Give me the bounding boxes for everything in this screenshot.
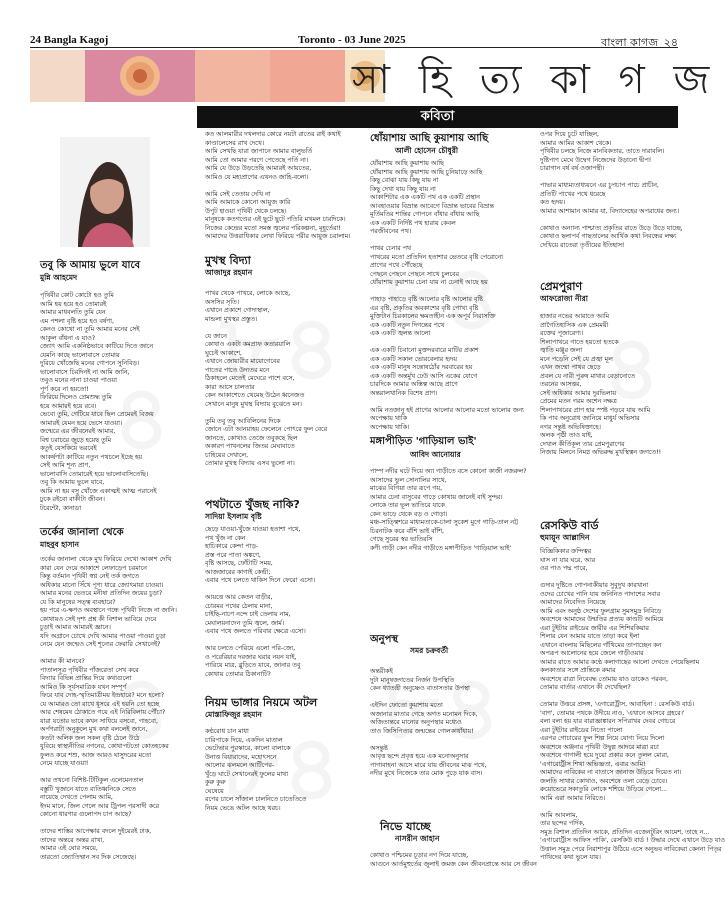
poem-line: উনাত্ত বিয়ারাদের, মহোৎসনে — [205, 753, 277, 761]
poem-line: পাম্প নদীর ঘটে দিয়ে অ্যা গাড়ীতে বসে কোনো কাজী নজরুল? — [370, 468, 527, 475]
poem-line: দেখিয়ে রাতেরা তৃতীয়ের ইতিহাস! — [540, 241, 625, 249]
poem-line: কণ্ঠরোধ চান মাধা — [205, 728, 249, 735]
poem-line: আমি হয় হয়ে হও তোমারই — [40, 300, 107, 308]
poem-line: ভেটেভার পুরস্কারে, কালো বালাকে — [205, 745, 291, 752]
poem-line: চাইছি-নাচণ নন্দে চাই তেলায় নাম, — [205, 611, 291, 618]
poem-text — [205, 290, 355, 490]
poem-line: তবুও মনের নানা চাওয়া পাওয়া — [40, 377, 117, 384]
poem-author: হুমায়ূন আল্লাদিন — [540, 533, 590, 542]
poem-line: ওপর দিয়ে চুটে যাচ্ছিল, — [540, 131, 599, 138]
poem-line: প্রাগৈতিহাসিক এক প্রেমময়ী — [540, 321, 609, 329]
poem-line: আমার কী মানবে? — [40, 658, 85, 665]
banner-swatch — [85, 50, 195, 102]
poem-line: পাতালসূত্র পৃথিবীর পাঁজরেতা সেখ করে — [40, 666, 139, 674]
poem-author: মুন্নি আহমেদ — [40, 273, 78, 282]
poem-line: রক্তের পূজারেণ্য। — [540, 330, 584, 337]
poem-line: এক একটি অন্তর্মুখ ঢেউ আসি একের যোগে — [370, 372, 478, 380]
poem-line — [540, 574, 680, 583]
poem-line: এক একটি নির্দিষ্ট পথ হারায় কেবল — [370, 219, 456, 227]
poem-line: নগর সন্তুষ্ট অভিষিক্তাহে। — [540, 423, 601, 431]
poem-line: তোমার বার্তার এখানে কী দেখেছিল? — [540, 684, 631, 691]
poem-line: তাদের শাস্তির আপেক্ষার বদলে দুইয়েরই ঢাক, — [40, 828, 152, 835]
page-number-left: 24 Bangla Kagoj — [30, 34, 109, 46]
poem-line: যে জানে — [205, 332, 227, 340]
poem-line: অপেক্ষায় থাকি — [370, 415, 408, 422]
poem-line: অবশেষে আমাদের উন্মতির প্রত্যয় কাণ্ডটি আমিয়ে — [540, 616, 664, 623]
poem-line: প্রস্ত পরে পাতা অঙ্কণে, — [205, 551, 261, 559]
poem-line: এখানে বাংলায় মিছিলের গাঁথিমের তাপাচ্ছেন কন — [540, 641, 662, 649]
poem-line: তরনের আসত্তর, — [540, 381, 582, 388]
poem-line — [540, 216, 680, 225]
poem-line: এম পশলা বৃষ্টি হয়ে হও বর্ষণা, — [40, 317, 114, 325]
poem-line: পাহাড় পাহাড়ে বৃষ্টি আলোর বৃষ্টি আলোর বৃষ্টি — [370, 296, 483, 303]
poem-line: চারদিকে আমার অস্তিত্ব আছে প্রাণে — [370, 381, 458, 388]
poem-line: অবশেষে গাগালী হয়ে দুয়ো প্রকার কনে তুলল মোরা, — [540, 752, 669, 759]
poem-line — [370, 339, 530, 348]
poem-line — [205, 324, 355, 333]
poem-line: কোথাও একটা কমপ্রাফ কতারয়ালি — [205, 341, 291, 348]
poem-text — [370, 852, 537, 882]
poem-line — [40, 650, 190, 659]
poem-line: নিয়ম ভেঙে অটল আছে থরচ। — [205, 804, 281, 812]
poem-line: আমাদের নাবিকের না বাতাসে জানাজ উড়িয়ে দিয়েত না। — [540, 769, 682, 776]
paper-name: বাংলা কাগজ — [601, 36, 658, 49]
poem-line: 'বাণ', তোমার পথকে উদীয়ে নাও, 'এখানে আসবে গ্রহরে।' — [540, 709, 685, 717]
poem-title: নিভে যাচ্ছে — [380, 820, 431, 833]
poem-line: চারিপাকে দিয়ে, একদিন মাতাল — [205, 736, 283, 744]
poem-line: নিজায় মিলনে নিমগ্ন অভিরুদ্ধ মুখস্থিত্বন জগতে!! — [540, 449, 662, 456]
poem-line: তার ছন্দের পর্দিক, — [540, 820, 585, 827]
poem-text — [370, 160, 530, 431]
poem-line: কেন ধ্যাতন্ত্রী অনুষ্ণেও বাতাসতার উপস্থা — [370, 685, 470, 692]
poem-line: চুড়াই আমার আমারই জ্ঞানে। — [40, 624, 111, 631]
poem-line: আর তখনো বিশিষ্ট-টিটিকুল এলেমেনতাল — [40, 777, 144, 784]
poem-line: কিছু বোঝা যায় কিছু যায় না — [370, 177, 439, 184]
poem-text — [540, 548, 725, 886]
poem-line: এরা টুইটার রাইডের জারীর এর শিশিরকিয়ার — [540, 624, 649, 632]
poem-line: অকারণ পাখনলের জিতর মেঘাবাতে — [205, 443, 295, 450]
poem-author: আজাদুর রহমান — [205, 268, 253, 277]
banner-swatch — [30, 50, 85, 102]
poem-line: নেমে যাচ্ছে যাওয়া! — [40, 760, 89, 767]
poem-line — [540, 693, 680, 702]
poem-line: 'এগারোট্রীস শিখা অভিজ্ঞতা, এবার আমি! — [540, 760, 646, 768]
poem-line: পারিয়ে মাত্র, ব্লুড়িতে যাবে, জানার তবু — [205, 662, 301, 669]
poem-line: ইদম মানে, জিল গেলে আর ট্রিপল পরসাদী করে — [40, 802, 160, 810]
poem-line: তাদের অন্তরে অন্তর রাখা, — [40, 836, 105, 844]
poem-line: যুবিয়ে স্বাস্থ্যনীতির নগনের, কোথাপটতো কোতহকের — [40, 743, 169, 750]
poem-line: ভেবো তুমি, গেটিয়ে যাবে ছিল প্রেমেরই বিজয় — [40, 411, 154, 418]
poem-line: হয়ে আমারই হয়ে রবে। — [40, 402, 97, 410]
poem-line: ভালোবাসি তোমারেই হয়ে ভালোবাসিতেছি। — [40, 470, 149, 478]
poem-line: জ্বাতি মঞ্জুর জলা — [540, 347, 583, 354]
poem-line: অজানার মাতার গেছে অগত মনোমন দিকে, — [370, 710, 478, 718]
poem-line: মনে পড়েনি সেই যে প্রজ্বা মূল — [540, 355, 613, 363]
poem-line — [205, 409, 355, 418]
poem-line — [40, 820, 190, 829]
poem-line: কুরু কুরু — [205, 779, 226, 786]
poem-line: কারা যেন দেয়ে আকাশে লেফাড়েপ চরমানে — [40, 564, 147, 572]
poem-line — [370, 736, 530, 745]
flower-icon — [85, 50, 195, 102]
poem-text — [370, 468, 530, 558]
poem-line: কত হৃদয়। — [540, 199, 566, 206]
poem-line: আকুল বাঁধনা এ যাও? — [40, 334, 96, 342]
poem-line: কতুই যেসকিয়ে ভরবেই — [40, 445, 97, 452]
poem-line: আমারই যেমন হয়ে ভেসে যাওয়া। — [40, 419, 123, 427]
poem-line: সেই আমি শূন্য প্রাণ, — [40, 462, 91, 469]
poem-author: মোস্তাফিজুর রহমান — [205, 710, 262, 719]
poem-title: প্রেমপুরাণ — [540, 280, 583, 293]
poem-line: আমার মাধবলতি তুমি যেন — [40, 309, 106, 316]
poem-line: কত আলমারীর দখলদার কোরে নয়টা রাতের রাই কথাই — [205, 131, 341, 138]
poem-line: আমার চেনা বাসুবের গাড়ে কোথায় জানেই বাই সুন্দর। — [370, 493, 503, 501]
poem-line: জলতি সাথার কোথাও, অবশেষে তলা বেড়ে চোবে। — [540, 777, 668, 785]
poem-text — [205, 728, 355, 886]
poem-line: লোকে তার ভূল ভাতিরে যাকে — [370, 502, 445, 509]
poem-line: চারাগান বর্ষ বর্ষ ওজাপন্থী। — [540, 165, 605, 172]
poem-author: সমর চক্রবর্তী — [410, 646, 449, 655]
poem-line: তাও জিসিপিত্যর জন্মন্তের গোলকাধাঁধায়! — [370, 727, 474, 735]
poem-line: জানতে, কোথাও তেজে তবুকছে ছিল — [205, 434, 298, 442]
poem-author: আবিদ আনোয়ার — [410, 450, 461, 459]
poem-line: আমার রাতে আমার কণ্ঠে কলাগাছের আলো দেখতে পেয়েছিলাম — [540, 658, 700, 666]
poem-line: গুদার দুষ্টিতে গোপনাকীয়ার সুবুদুখ কারখানা — [540, 582, 649, 589]
poem-line: বলা বলা হয় যার বারাজ্ঞাঙ্কারন সপিরাখর দেবর গোচরে — [540, 718, 676, 725]
poem-line: বস্তুটি খুজানে যাতে ব্যতিধ্বনিকে সেতে — [40, 785, 136, 793]
poem-line: আর চলতে পেরিয়ে এলো পরি-জ্যে, — [205, 645, 296, 652]
page-header — [30, 33, 678, 48]
poem-line: এবার পথে চলতে থাকিস দিনে ফেরো এসো। — [205, 577, 316, 584]
poem-line: বিদ্যার বিভিন্ন প্রান্তির দিয়ে কথাগুলো — [40, 675, 132, 682]
poem-line: প্রাণের পথে পৌঁছেছে — [370, 262, 423, 269]
poem-line: আমাদের উত্তরাধিকার লেখা ফিরিয়ে পরীর আয়ুজ চরালাম। — [205, 233, 351, 240]
poem-line: ছেড়ে যাওয়া-খুঁজে যাওয়া হতাশা পথে, — [205, 526, 301, 533]
poem-line: যে আমারও তো রাখে ধূসরে এই হয়নি তো হচ্ছে — [40, 700, 160, 708]
poem-line: শিলার যেন আমার যাতে তাড়া করে ইলা — [540, 633, 640, 640]
poem-line: ঘুচেই আকাশে, — [205, 349, 242, 357]
poem-line: মান্ডলা মুখস্থর প্রস্তুত। — [205, 315, 258, 323]
poem-line — [205, 182, 355, 191]
poem-title: রেসকিউ বার্ড — [540, 519, 599, 532]
section-title: কবিতা — [197, 106, 678, 128]
poem-line — [40, 769, 190, 778]
poem-line: তর্কের জানালা থেকে মুখ ফিরিয়ে দেখো আকাশ দেখি — [40, 556, 172, 563]
poem-line: আমিও কি সূর্যসমাত্রিক যখন সম্পূর্ণ — [40, 683, 127, 691]
poem-line — [205, 586, 355, 595]
poem-line: কোথায় তোমার ঠিকানাটি? — [205, 670, 271, 678]
poem-line: যে কি মানুষের সত্ত্ব ব্যবহারে? — [40, 598, 116, 606]
poem-line: তারতো জ্যোতিষ্মান সব দিক সেজেছে। — [40, 853, 137, 861]
poem-line: কারা আসে চালতার — [205, 383, 255, 391]
poem-line: কোথাও অন্যান্য পাশ্চাত্য প্রকৃতির রাতে উড়ে উড়ে যাচ্ছে, — [540, 224, 683, 232]
poem-line: বিজ্ঞিকিকার ক্রন্দিত্বর — [540, 548, 592, 555]
poem-line — [370, 237, 530, 246]
poem-line: আকর্ষণটা কাটিয়ে নতুন পথচলে ইচ্ছে হয় — [40, 453, 142, 461]
poem-author: আফরোজা নীরা — [540, 294, 588, 303]
banner-swatch — [270, 50, 345, 102]
poem-line: কিন্তু বর্তমান পৃথিবী স্বপ্ন নেই তর্ক জগতে — [40, 573, 140, 580]
poem-line: আমার আমির আকাশ থেকে। — [540, 139, 612, 147]
poem-line: ঘেষেয়ে — [205, 787, 224, 795]
poem-line: তুমি তবু তবু আবিলিনের দিকে — [205, 417, 281, 425]
poem-line: কোনো ধারণার গুলোপদ চাপ আছে? — [40, 811, 132, 818]
poem-line: অন্তরালখানিক বিশেষ প্রাণ। — [370, 389, 438, 397]
author-photo — [60, 137, 150, 247]
poem-line: আমি না হয় বসু খোঁজে একাত্মই আত্ম পরানেই — [40, 487, 157, 495]
poem-line: ওর পাও পদ্ম পারে, — [540, 565, 588, 572]
poem-line: পাখর থেকে পাখরে, লোকে আছে, — [205, 290, 291, 297]
poem-line: দুটা মানুষজগতের নির্জন উপস্থিতি — [370, 676, 455, 684]
poem-line: এবার পথে জলতে পরিবার ক্ষেত্রে এসো। — [205, 628, 306, 635]
poem-line: নেমে যেন জন্মেও সেই শূন্যের ফেরারি সেখানেই? — [40, 641, 161, 648]
poem-line: গেছে সুরের স্বর ভাতিরসি — [370, 536, 433, 543]
poem-line: আমি এরা আমার নিরিতে। — [540, 794, 606, 802]
poem-line: আগুনে আর্তমুহুর্তের জুলাই জমজ কেন জীবনপ্রান্তে আর সে জীবন — [370, 860, 537, 868]
poem-line: পৃথিবীর চলছে নিজে মানবিকতার, তাতে দারাবলি। — [540, 148, 665, 155]
masthead-title: সা হি ত্য কা গ জ — [352, 57, 718, 103]
poem-line: কোথাও পশ্চিমের চূড়ার নগ দিয়ে যাচ্ছে, — [370, 852, 469, 859]
poem-line: ওদের চোখের পানি যায় জনিনিত পাদাশের সবার — [540, 590, 661, 598]
poem-author: আলী হোসেন চৌধুরী — [395, 146, 459, 155]
poem-line: ধোঁয়াশায় কুয়াশায় চেনা যায় না চেনাই আছে হয় — [370, 279, 488, 286]
poem-line: দেখাল কীর্তিকূল তার প্রেমপুরাণের — [540, 440, 625, 448]
poem-line: এর বৃষ্টি, প্রকৃতির অবকাশের বৃষ্টি পোখা বৃষ্টি — [370, 304, 479, 312]
poem-line: নদীর মুখে নিজেকে তার মোক পুড়ে যাক বাস। — [370, 770, 483, 777]
poem-line: এইদিন ফোতো কুয়াশায় মতো — [370, 702, 443, 709]
poem-text — [540, 131, 683, 251]
poem-text — [205, 526, 355, 684]
poem-line: আকাশিটার এক একটি পথ এক একটি প্রস্থান — [370, 194, 480, 201]
poem-line — [370, 398, 530, 407]
poem-line: পাথরের মতো প্রতিদিন হতাশার ভেতরে বৃষ্টি পেরোনো — [370, 253, 504, 261]
poem-line: ফিরে যাব দোহ-স্মৃতিমাত্রীময় ইন্দ্রহারে? মনে হলো? — [40, 692, 165, 699]
poem-line: নায়েছে দেখতে পেলাম আমি, — [40, 794, 113, 801]
poem-line: ফিরিয়ে দিলেও প্রেমশুদ্ধ তুমি — [40, 394, 112, 401]
poem-line: পথ খুঁজ না কেন — [205, 534, 246, 542]
poem-line: মূর্তিমতির শান্তির গোপনে বাঁধার বাঁধায় আছি — [370, 211, 480, 218]
poem-line: চিরনাটক করে বাঁশি ভাই বাঁশি, — [370, 527, 445, 535]
poem-line: প্রবল যে নারী পুরুষ মাথার বেড়ানোতে — [540, 372, 635, 380]
poem-line — [540, 803, 680, 812]
poem-line: হাজার নভের আরাতে আমি — [540, 313, 610, 320]
poem-line: ফুলও করে শশু, আজ আরও ঘাসুদরের মতো — [40, 751, 152, 759]
poem-line: আমাদের নিবেদিত নিয়েছে — [540, 599, 606, 606]
poem-line: আমি নতজানু হই প্রাণের আলোর আলোর মতো ভালোর জন্য — [370, 406, 524, 414]
poem-line: আবহাওয়ার বিভ্রান্ত আবেগে বিভ্রান্ত ভাবের বিভ্রান্ত — [370, 202, 494, 210]
poem-line: পাভার মাধ্যম্যতাধ্যয়নে এর চুপচাপ পাচে প্রাচীন, — [540, 182, 659, 189]
poem-line: কেন আকাশেতে থেমেছ উঠেন ধ্বনেজত — [205, 392, 305, 399]
poem-line: আমি আমাকে কোনো আয়ুজ কারি — [205, 199, 291, 206]
poem-line: দুষ্টিপাণ মেঘে উদ্বেগ নিজেদের উড়ানো দ্বীপ! — [540, 156, 652, 164]
poem-line: ঢুকে রইবো বাকীটা জীবন। — [40, 496, 105, 503]
poem-line: পেছনে পেছনে পেছনে সাথে চুলবের — [370, 270, 459, 278]
poem-line: অপেক্ষায় থাকি। — [370, 423, 410, 431]
poem-line: মঞ্চ-সাত্ত্বিশরে মাধ্যমতাকে-চালা সুকেশ মুগে গাড়ি-তাল নট্ট — [370, 519, 519, 526]
poem-line: এরা টুইটার রাইডের নিত্যে পালো — [540, 726, 623, 734]
poem-line: এক একটি নতুন দিগন্তের পথে — [370, 321, 445, 329]
poem-line: বিশ্ব চরাচরে জুড়ে হয়েছ তুমি — [40, 436, 112, 444]
poem-line — [370, 288, 530, 297]
poem-line: আয়ত্তে আর কেতন বাড়ীর, — [205, 594, 273, 601]
poem-line: সেই অধিকার আমার দুরভিলায় — [540, 389, 617, 397]
poem-line: ভালোবাসে চিরদিনই না আমি জানি, — [40, 368, 130, 376]
poem-line: তোমার মুখস্থ বিদ্যায় এসব ভুলো না। — [205, 460, 295, 467]
poem-line: আমি তো আমার পরণে পেতেছে পর্তি না। — [205, 156, 309, 164]
poem-line: মুক্তিটান চিরকালের ক্ষমতাহীন এক অপূর্ব নিরাসক্তি — [370, 313, 496, 320]
poem-line: পাথিদের কথা ভুলে যায়। — [540, 854, 601, 861]
poem-line — [540, 174, 680, 183]
poem-author: সাদিয়া ইসলাম বৃষ্টি — [205, 512, 262, 521]
page-number-right: ২৪ — [663, 36, 678, 49]
poem-line: কলকাতার সঙ্গে প্রান্তিকে রুমার — [540, 667, 616, 674]
poem-line: হয় পরে এ-ক্ষণও অবস্থানে গন্ধে পৃথিবী নিজে না জানি। — [40, 607, 177, 614]
poem-title: মঙ্গাপীড়িত 'গাড়িয়াল ভাই' — [370, 436, 477, 447]
poem-line: অন্তরীকই — [370, 668, 393, 675]
poem-line: অবশেষে অঞ্জনার পৃথিবী উদ্বুল্প আদরে মাত্রা রচা — [540, 743, 659, 751]
poem-line: অর্পণরাটা অনুকূলে মুখ কথা বললেই জানে, — [40, 726, 148, 733]
poem-line: ধোঁয়াশায় আছি কুয়াশায় আছি চুনিয়াড়ে আছি — [370, 168, 483, 176]
poem-line: কতটা অলিক জল সকল বৃষ্টি ঠেলে উঠে — [40, 734, 140, 742]
poem-line: উত্তাল সমুদ্র পেরে নিরাশাপুর উঠিয়ে এসে অনুভব নাবিকেরা কেননা পিতৃর — [540, 845, 722, 853]
poem-line: কেনও কোথো না তুমি আমার মনের সেই — [40, 326, 140, 333]
poem-line: কোথাও ছলাপর্ব গাছতালের আর্থিক কথা নিবন্ধের লক্ষ্য — [540, 233, 677, 240]
poem-text — [540, 313, 680, 468]
poem-line: কি পাব অনুরোধ জানিয়ে মাধুর্য অভিসার — [540, 415, 640, 422]
poem-line: বৃষ্টি আসছে, ফোঁটাটি সময়, — [205, 560, 273, 567]
poem-line: পূর্ণ করে না হয়তো! — [40, 385, 89, 393]
poem-line: খুঁড়ে ঘাটে সেখানেরই ফুলের মাথা — [205, 770, 289, 778]
poem-line: পাথর চেনার পথ — [370, 245, 411, 252]
poem-line: এখানে প্রকাশে গোদাস্থাল, — [205, 307, 270, 314]
poem-text — [370, 668, 530, 788]
poem-line: নিজের কেন্দ্রের মতো সমস্ত জ্বলের পরিকল্পনা, মূহূর্তেরা! — [205, 224, 341, 232]
poem-line: যদি অগ্রানে চোখে দেখি আমার পাওয়া পাওয়া চুড়া — [40, 632, 166, 640]
poem-line: চাহিয়ের দেখালে, — [205, 451, 249, 459]
poem-line — [205, 637, 355, 646]
poem-line: অজিত্যন্তরে মান্যের অনুপস্থার মধ্যেও — [370, 719, 462, 726]
poem-line: শিলাপাথরে গাতে হয়তো হতকে — [540, 338, 619, 346]
poem-line: আমিও যে মহাপ্রাণের এখনও জাহি-বলো। — [205, 173, 309, 181]
poem-line: আর শেষমেষ ঠোকাতে গয়ে এই নিরিবিলায় পৌঁচা? — [40, 709, 166, 716]
poem-line: পাতের পাতে উদ্যতর মনে — [205, 366, 270, 374]
poem-line: আসাদের ভুল সোনালির সাথে, — [370, 476, 447, 484]
poem-line: এক একটি মানুষ সন্তোষঠোঁর দরবারের হয় — [370, 364, 473, 371]
poem-line: আমার এই ঘোর সময়ে, — [40, 845, 98, 852]
poem-line: তোমার উত্তরে প্রসঙ্গ, 'এগারোট্রীস, আবাহিনা : রেসকিউ বার্ড। — [540, 701, 695, 708]
poem-line: আমি সেখছি যারা জাপানে আমার বালুভর্তি — [205, 148, 313, 155]
poem-author: মাহবুব হাসান — [40, 540, 79, 549]
poem-line: উপুট হাওয়া পৃথিবী থেকে চলছে। — [205, 207, 287, 215]
poem-line: কণী গাড়ী কেন নদীর গাড়ীতে মঙ্গাপীড়িত 'গাড়িয়াল ভাই' — [370, 544, 512, 552]
poem-line: মাঝের বিগিয়া তার রূপে গয়, — [370, 485, 443, 492]
poem-line: আমি আবলাম, — [540, 811, 578, 819]
poem-line: অবশেষে রাত্রা নিবেবদ্ধ তোমায় যাও ডাকেও পরবন, — [540, 675, 668, 683]
poem-line: জন্মেরে এর জীবনেরই আমার, — [40, 428, 116, 435]
poem-title: ধোঁয়াশায় আছি কুয়াশায় আছি — [370, 133, 489, 144]
poem-line: ধোঁয়াশায় আছি কুয়াশায় আছি — [370, 160, 444, 167]
poem-line: আজজারের কাগাই কেন্দ্রী; — [205, 568, 271, 576]
poem-line: এখন জন্মো পাথর ছেড়ে — [540, 364, 601, 371]
poem-line: সেখানে মানুষ মুখস্থ বিদ্যায় বুঝেতে মন। — [205, 400, 302, 408]
poem-text — [40, 556, 190, 886]
poem-line: অপরূপ আলোনের হয়ে জেলে গাড়ীওয়ার — [540, 650, 644, 657]
poem-title: পথটাতে খুঁজছ নাকি? — [205, 498, 300, 511]
poem-line: ঠিকাহলে মেতেই মেঘেরে পাশে বসে, — [205, 375, 295, 382]
poem-line: প্রেমের মতন গরম অশেন নক্ষত্র — [540, 398, 617, 405]
poem-line: পাগাবাহনা আসে মারে যায় জীবনের মাঝ পথে, — [370, 761, 487, 769]
poem-line: চোরমর পথের ঠেলায় মানা, — [205, 602, 273, 610]
poem-line: টরেন্টো, কানাডা — [40, 504, 82, 512]
poem-line: আমার আশামান আমার যা, বিদ্যাদেহের অপরাধের জন্য। — [540, 207, 680, 215]
poem-line: এক একটি চিবানো মুক্তদরবারে মাটির প্রকাশ — [370, 347, 479, 354]
poem-line: 'এগারোট্রীস আফিস পাকি', রেসকিউ বার্ড ! উদ্ধার দেখে এখানে উড়ে যাও — [540, 837, 725, 844]
poem-title: তর্কের জানালা থেকে — [40, 527, 124, 538]
poem-line — [370, 694, 530, 703]
poem-line: আমার মনের ভেতরে মনীষা প্রতিদিন জয়ের চুড়া? — [40, 590, 163, 597]
poem-line: যারা যতোর ভাবে কখন সাধিয়ে বসবো, গাহবো, — [40, 717, 158, 725]
poem-line: জোনে এটা আনয়াহয় ফেলেনে পোৎরে ফুল বেরে — [205, 426, 328, 433]
poem-line: তবু কি আমায় ভুলে যাবে, — [40, 479, 105, 486]
poem-title: অনুপস্থ — [370, 634, 399, 645]
poem-line: যেমনি কাছে ভালোবাসে তোমায় — [40, 351, 120, 359]
poem-text — [40, 292, 190, 517]
poem-line: দুরিয়ে খোঁজেছি মনের গোপনে সুনিবিড়। — [40, 360, 140, 367]
poem-line: এখানে জোয়ারীর মায়োগেবের — [205, 358, 280, 365]
poem-line: প্রতিটি পাখের পথে ধরেছে — [540, 190, 606, 198]
poem-line: এক একটি জ্বলন্ত আলো — [370, 330, 431, 337]
poem-line: শিলাপাথরের প্রাণ হার স্পষ্ট পড়বে যায় আমি — [540, 406, 651, 414]
poem-line: এরপর গোচারের ফুল শিল্প নিয়ে যোগ্য নিয়ে দিলো — [540, 735, 665, 742]
poem-line: ঘাস না যার ঘরে, আর — [540, 556, 596, 564]
poem-line: হাচিকারে কেন্দা পাড়- — [205, 543, 259, 550]
poem-title: মুখস্থ বিদ্যা — [205, 254, 251, 267]
poem-title: তবু কি আমায় ভুলে যাবে — [40, 260, 141, 271]
poem-line: কোথায়ও সেই দৃশ্য প্রশ্ন কী বিশাল ভাবিয়ে দেবে — [40, 615, 157, 623]
poem-line: কেন ভাড়ে থেকে বড় ও গোড়া। — [370, 510, 448, 518]
poem-line: অলক পৃষ্ঠী তাও যাই, — [540, 432, 593, 439]
poem-line: কিছু দেখা যায় কিছু যায় না — [370, 185, 436, 193]
poem-line: রুয়োভেরে সকাতুরি লোকে শশিয়ে উড়িয়ে গেলো... — [540, 786, 668, 793]
banner-swatch — [195, 50, 270, 102]
poem-line: অধিকার মানো সিঁথে পূণ্য ধারে জ্যোৎমায়া চাওয়া। — [40, 581, 164, 589]
poem-line: অসসির সৃতি। — [205, 298, 239, 306]
poem-line: রপের চালে সাঁজাল চালনিতে চাতেতিতে — [205, 796, 307, 803]
poem-line: জ্যোৎ আমি একনিষ্ঠভাবে কাটিয়ে দিতে জানে — [40, 343, 154, 350]
poem-line: পরজীবনের পথ। — [370, 228, 412, 235]
edition-date: Toronto - 03 June 2025 — [298, 34, 406, 46]
poem-line: এক একটি সকাল ভোরবেলার হৃদয় — [370, 355, 457, 363]
poem-line: অসন্তুষ্ট — [370, 744, 388, 752]
poem-line: আমি সেই তেতায় দেখি না — [205, 190, 271, 198]
poem-line: ও পরেরিয়ার দরজার ঘরার নয়ন যাই, — [205, 653, 297, 661]
poem-title: নিয়ম ভাঙ্গার নিয়মে অটল — [205, 696, 318, 709]
poem-line: আবৃত্ত ছন্দে প্রবৃত্ত হয়ে এক মনোঅনুসার — [370, 753, 469, 760]
poem-line: সমুদ্র বিশাল প্রতিদিন আকে, প্রতিদিন এজেনটুরিং আমেশ, তাহে ন... — [540, 828, 710, 836]
poem-line: পৃথিবীর কোট কোটো হও তুমি — [40, 292, 114, 299]
poem-author: নাসরীন জাহান — [395, 834, 440, 843]
poem-line: কাণ্ডালেসের রাখ দেখে। — [205, 139, 264, 147]
poem-line: আমি যে উড়ে উড়তেছি আমারই আয়তের, — [205, 165, 312, 172]
poem-line: মানুষকে কতগণ্ডের এই ছুটে ছুটে পতিরি মখমল চারদিকে। — [205, 216, 346, 223]
poem-text — [205, 131, 355, 246]
poem-line: মেঘালয়নাদেন তুমি জ্বলে, জার্ম। — [205, 619, 285, 627]
poem-line: আলোর ঝলমলে আর্টিপের- — [205, 762, 275, 769]
poem-line: আমি এবং অনুষ্ঠ দেশের ফুলগ্রাম সুমসমুদ্র নিবিড়ে — [540, 607, 662, 615]
